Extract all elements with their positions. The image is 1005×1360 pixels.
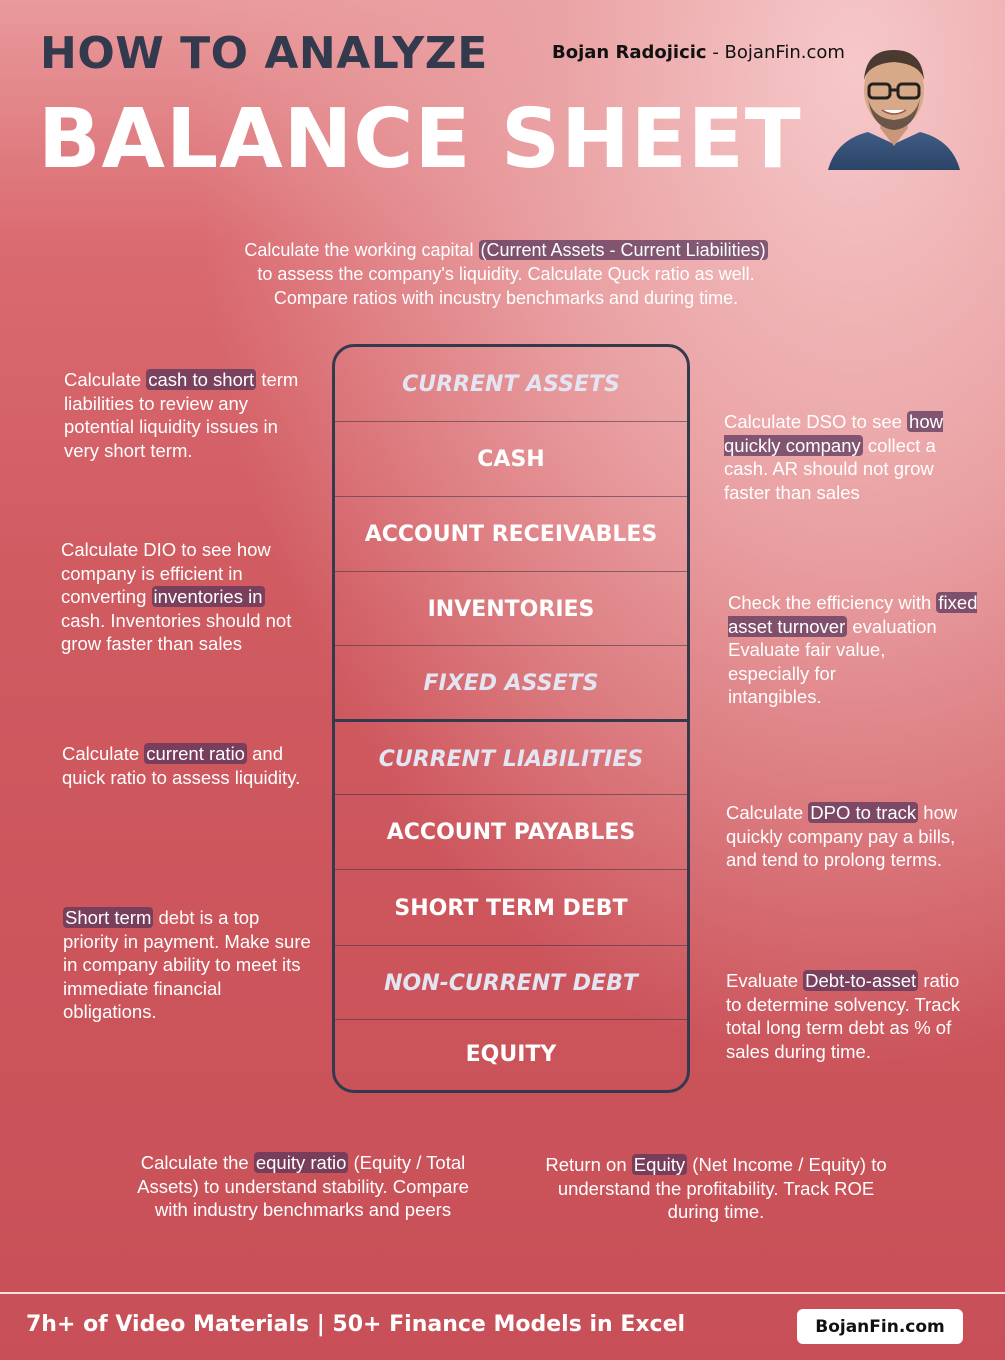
- note-highlight: Equity: [633, 1154, 686, 1175]
- row-cash: CASH: [335, 421, 687, 497]
- row-current-liabilities: CURRENT LIABILITIES: [335, 719, 687, 796]
- note-dso: Calculate DSO to see how quickly company collect a cash. AR should not grow faster than sales: [724, 411, 943, 503]
- page-title: BALANCE SHEET: [38, 92, 802, 187]
- row-short-term-debt: SHORT TERM DEBT: [335, 869, 687, 946]
- title-top: HOW TO ANALYZE: [40, 28, 488, 79]
- author-site: BojanFin.com: [724, 42, 845, 63]
- note-highlight: DPO to track: [810, 802, 917, 823]
- balance-sheet-diagram: [332, 344, 690, 1093]
- footer-divider: [0, 1292, 1005, 1294]
- website-button[interactable]: BojanFin.com: [797, 1309, 963, 1344]
- note-dio: Calculate DIO to see how company is efficient in converting inventories in cash. Inventories should not grow faster than sales: [61, 539, 292, 655]
- row-inventories: INVENTORIES: [335, 571, 687, 646]
- row-account-payables: ACCOUNT PAYABLES: [335, 794, 687, 870]
- note-highlight: fixed asset turnover: [728, 592, 978, 637]
- note-highlight: Short term: [65, 907, 152, 928]
- row-fixed-assets: FIXED ASSETS: [335, 645, 687, 720]
- row-account-receivables: ACCOUNT RECEIVABLES: [335, 496, 687, 572]
- intro-line-1: [150, 238, 862, 262]
- intro-highlight: [479, 240, 768, 260]
- note-current-ratio: Calculate current ratio and quick ratio to assess liquidity.: [62, 743, 301, 788]
- intro-line-2: to assess the company's liquidity. Calculate Quck ratio as well.: [257, 264, 755, 284]
- intro-line-3: Compare ratios with incustry benchmarks and during time.: [273, 288, 739, 308]
- note-roe: Return on Equity (Net Income / Equity) to understand the profitability. Track ROE during time.: [545, 1154, 887, 1223]
- note-equity-ratio: Calculate the equity ratio (Equity / Total Assets) to understand stability. Compare with industry benchmarks and peers: [137, 1152, 469, 1221]
- footer-tagline: 7h+ of Video Materials | 50+ Finance Models in Excel: [26, 1312, 686, 1337]
- row-current-assets: CURRENT ASSETS: [402, 371, 620, 397]
- note-highlight: inventories in: [153, 586, 263, 608]
- intro-working-capital: [150, 238, 862, 310]
- intro-highlight-text: (Current Assets: [480, 240, 605, 260]
- note-highlight: how quickly company: [724, 411, 943, 456]
- note-highlight: equity ratio: [255, 1152, 347, 1173]
- note-highlight: current ratio: [146, 743, 245, 764]
- row-equity: EQUITY: [335, 1019, 687, 1088]
- intro-highlight-text-2: - Current Liabilities): [604, 240, 766, 260]
- note-short-term-debt: Short term debt is a top priority in payment. Make sure in company ability to meet its immediate financial obligations.: [63, 907, 311, 1023]
- note-fixed-assets: Check the efficiency with fixed asset turnover evaluation Evaluate fair value, especially for intangibles.: [728, 592, 978, 708]
- author-separator: -: [706, 42, 725, 63]
- row-non-current-debt: NON-CURRENT DEBT: [335, 945, 687, 1020]
- note-debt-to-asset: Evaluate Debt-to-asset ratio to determine solvency. Track total long term debt as % of sales during time.: [726, 970, 961, 1062]
- note-cash: Calculate cash to short term liabilities to review any potential liquidity issues in very short term.: [64, 369, 299, 461]
- note-dpo: Calculate DPO to track how quickly company pay a bills, and tend to prolong terms.: [726, 802, 958, 871]
- note-fixed-line2: Evaluate fair value, especially for intangibles.: [728, 639, 886, 708]
- note-highlight: cash to short: [148, 369, 255, 390]
- author-name: Bojan Radojicic: [552, 42, 707, 63]
- note-highlight: Debt-to-asset: [805, 970, 917, 991]
- author-credit: [552, 42, 845, 63]
- avatar: [828, 40, 960, 170]
- intro-text: Calculate the working capital: [244, 240, 479, 260]
